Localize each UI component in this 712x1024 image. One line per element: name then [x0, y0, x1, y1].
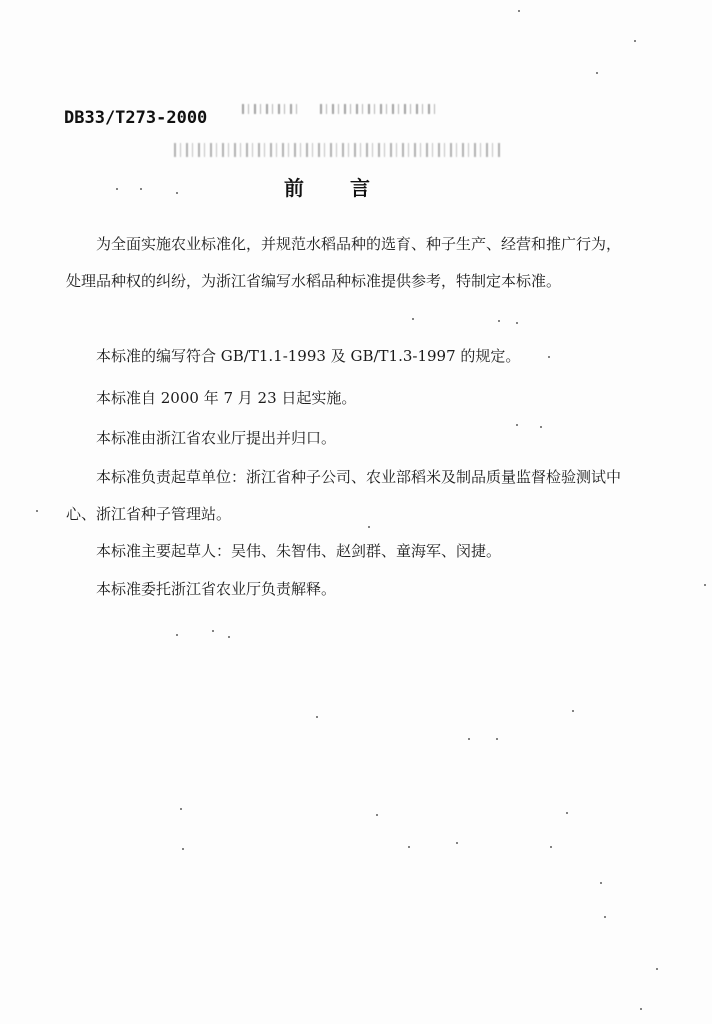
- scan-speck: [498, 320, 500, 322]
- paragraph-interpretation: 本标准委托浙江省农业厅负责解释。: [96, 580, 337, 598]
- paragraph-effective-date: 本标准自 2000 年 7 月 23 日起实施。: [96, 389, 357, 407]
- scan-speck: [518, 10, 520, 12]
- scan-speck: [496, 738, 498, 740]
- scan-speck: [116, 188, 118, 190]
- scan-speck: [640, 1008, 642, 1010]
- scan-speck: [412, 318, 414, 320]
- scan-speck: [212, 630, 214, 632]
- scan-speck: [604, 916, 606, 918]
- section-heading: [284, 172, 370, 201]
- heading-char-1: 前: [284, 176, 304, 200]
- paragraph-compliance: 本标准的编写符合 GB/T1.1-1993 及 GB/T1.3-1997 的规定。: [96, 347, 521, 365]
- scan-speck: [176, 634, 178, 636]
- faded-header-text: [242, 104, 302, 114]
- scan-speck: [182, 848, 184, 850]
- scan-speck: [176, 192, 178, 194]
- standard-code: DB33/T273-2000: [64, 108, 208, 128]
- scan-speck: [140, 188, 142, 190]
- scan-speck: [456, 842, 458, 844]
- scan-speck: [634, 40, 636, 42]
- scan-speck: [600, 882, 602, 884]
- faded-header-text: [320, 104, 435, 114]
- scan-speck: [36, 510, 38, 512]
- scan-speck: [468, 738, 470, 740]
- scan-speck: [656, 968, 658, 970]
- paragraph-proposer: 本标准由浙江省农业厅提出并归口。: [96, 429, 337, 447]
- scan-speck: [548, 356, 550, 358]
- scan-speck: [516, 322, 518, 324]
- heading-char-2: 言: [350, 176, 370, 200]
- scan-speck: [180, 808, 182, 810]
- scan-speck: [566, 812, 568, 814]
- scan-speck: [368, 526, 370, 528]
- scan-speck: [316, 716, 318, 718]
- scan-speck: [550, 846, 552, 848]
- scan-speck: [540, 426, 542, 428]
- scan-speck: [408, 846, 410, 848]
- faded-title-text: [174, 143, 504, 157]
- paragraph-drafting-units: 本标准负责起草单位：浙江省种子公司、农业部稻米及制品质量监督检验测试中心、浙江省种子管理站。: [66, 468, 622, 523]
- paragraph-drafters: 本标准主要起草人：吴伟、朱智伟、赵剑群、童海军、闵捷。: [96, 542, 502, 560]
- scan-speck: [596, 72, 598, 74]
- scan-speck: [228, 636, 230, 638]
- scan-speck: [704, 584, 706, 586]
- paragraph-purpose: 为全面实施农业标准化，并规范水稻品种的选育、种子生产、经营和推广行为，处理品种权的纠纷，为浙江省编写水稻品种标准提供参考，特制定本标准。: [66, 235, 622, 290]
- scan-speck: [572, 710, 574, 712]
- scan-speck: [516, 424, 518, 426]
- scan-speck: [376, 814, 378, 816]
